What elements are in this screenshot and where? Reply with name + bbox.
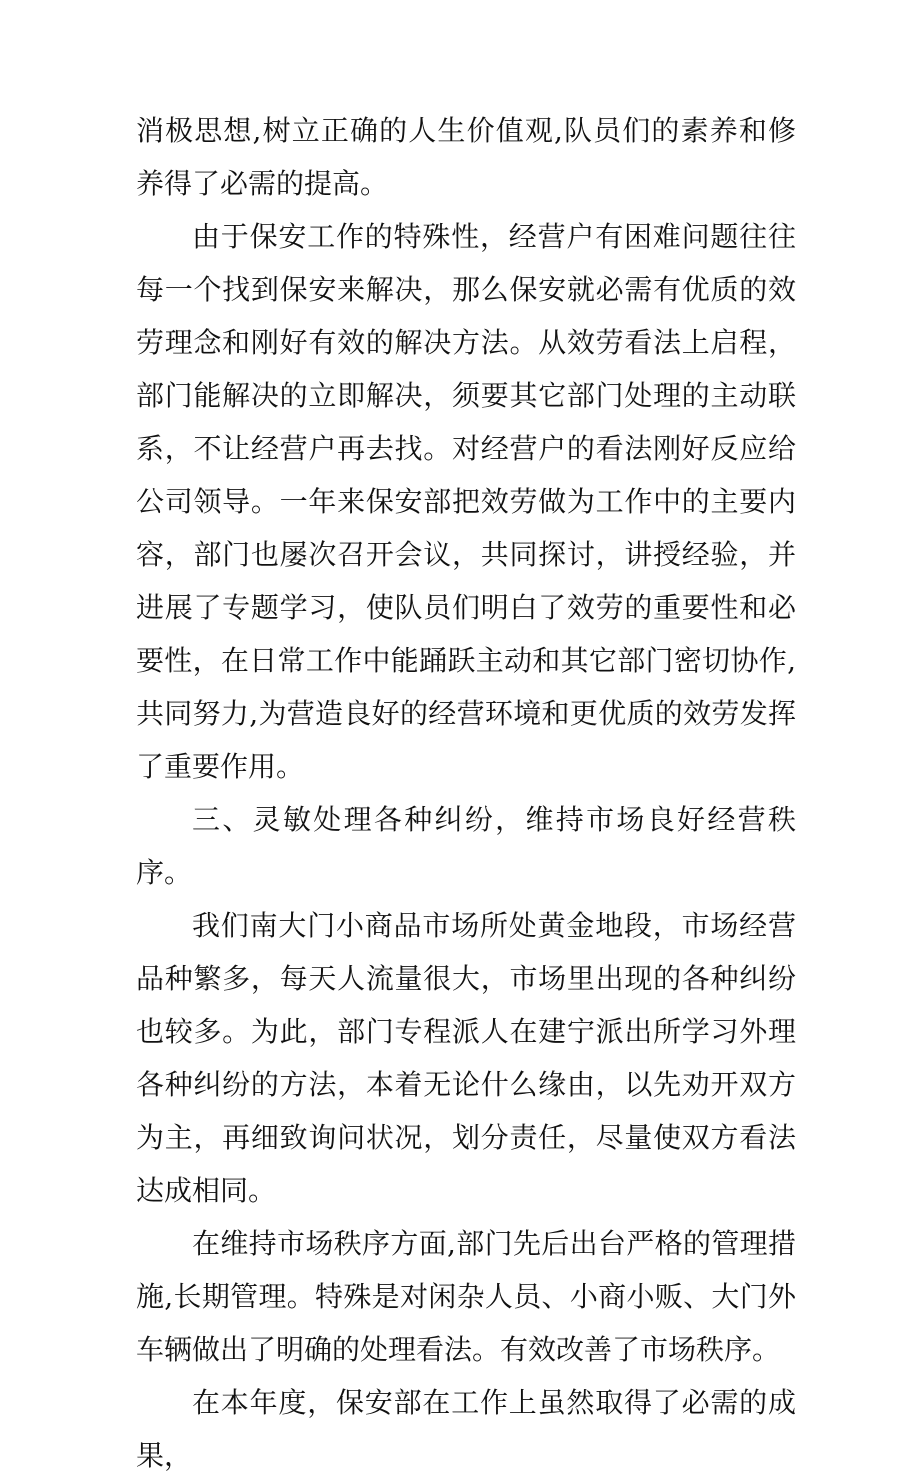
paragraph-1: 消极思想,树立正确的人生价值观,队员们的素养和修养得了必需的提高。 [136,114,796,200]
paragraph-2: 由于保安工作的特殊性，经营户有困难问题往往每一个找到保安来解决，那么保安就必需有优质的效劳理念和刚好有效的解决方法。从效劳看法上启程，部门能解决的立即解决，须要其它部门处理的主动联系，不让经营户再去找。对经营户的看法刚好反应给公司领导。一年来保安部把效劳做为工作中的主要内容，部门也屡次召开会议，共同探讨，讲授经验，并进展了专题学习，使队员们明白了效劳的重要性和必要性，在日常工作中能踊跃主动和其它部门密切协作,共同努力,为营造良好的经营环境和更优质的效劳发挥了重要作用。 [136,220,796,783]
paragraph-4: 我们南大门小商品市场所处黄金地段，市场经营品种繁多，每天人流量很大，市场里出现的各种纠纷也较多。为此，部门专程派人在建宁派出所学习外理各种纠纷的方法，本着无论什么缘由，以先劝开双方为主，再细致询问状况，划分责任，尽量使双方看法达成相同。 [136,909,796,1207]
document-body [136,104,796,1482]
section-heading-3: 三、灵敏处理各种纠纷，维持市场良好经营秩序。 [136,803,796,889]
paragraph-6: 在本年度，保安部在工作上虽然取得了必需的成果， [136,1386,796,1472]
paragraph-5: 在维持市场秩序方面,部门先后出台严格的管理措施,长期管理。特殊是对闲杂人员、小商小贩、大门外车辆做出了明确的处理看法。有效改善了市场秩序。 [136,1227,796,1366]
